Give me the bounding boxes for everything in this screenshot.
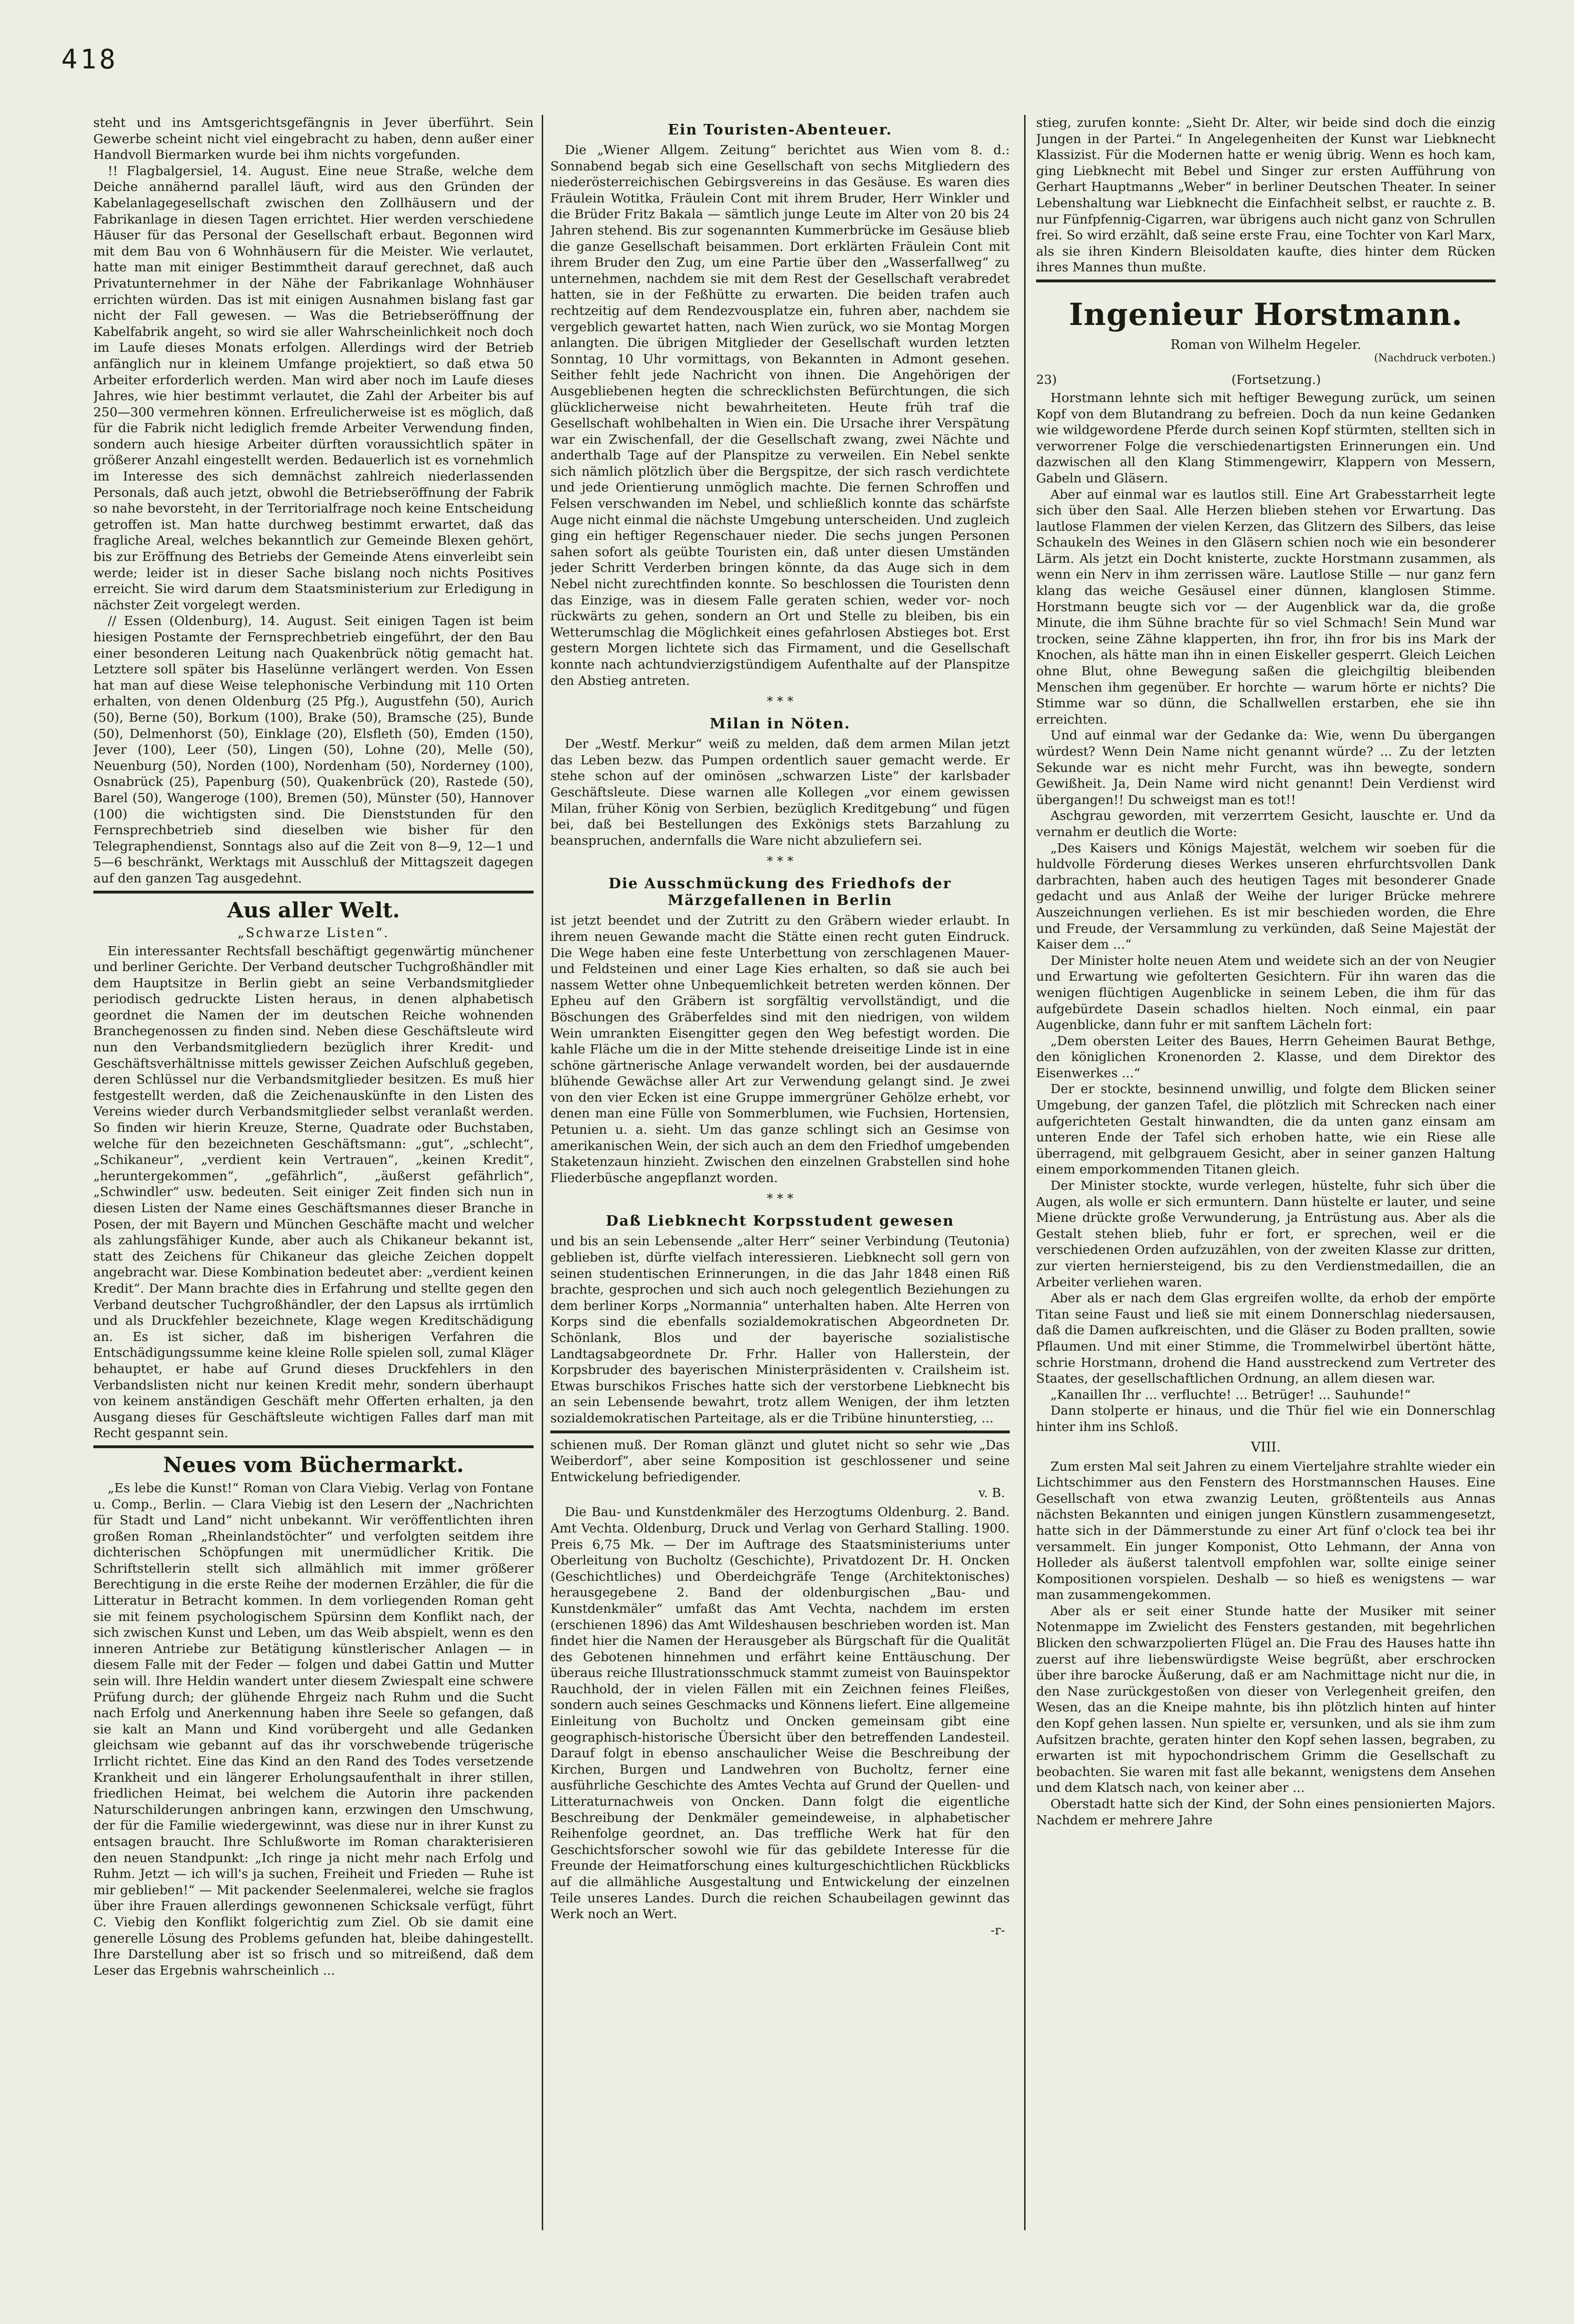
article-text: steht und ins Amtsgerichtsgefängnis in Jever überführt. Sein Gewerbe scheint nicht viel eingebracht zu haben, denn außer einer Handvoll Biermarken wurde bei ihm nichts vorgefunden. (93, 115, 534, 163)
column-2 (550, 115, 1010, 2225)
article-text: Die Bau- und Kunstdenkmäler des Herzogtums Oldenburg. 2. Band. Amt Vechta. Oldenburg, Druck und Verlag von Gerhard Stalling. 1900. Preis 6,75 Mk. — Der im Auftrage des Staatsministeriums unter Oberleitung von Bucholtz (Geschichte), Privatdozent Dr. H. Oncken (Geschichtliches) und Oberdeichgräfe Tenge (Architektonisches) herausgegebene 2. Band der oldenburgischen „Bau- und Kunstdenkmäler“ umfaßt das Amt Vechta, nachdem im ersten (erschienen 1896) das Amt Wildeshausen beschrieben worden ist. Man findet hier die Namen der Herausgeber als Bürgschaft für die Qualität des Gebotenen hinnehmen und erfährt keine Enttäuschung. Der überaus reiche Illustrationsschmuck stammt zumeist von Bauinspektor Rauchhold, der in vielen Fällen mit ein Zeichnen feines Fleißes, sondern auch seines Geschmacks und Könnens liefert. Eine allgemeine Einleitung von Bucholtz und Oncken gemeinsam gibt eine geographisch-historische Übersicht über den betreffenden Landesteil. Darauf folgt in ebenso anschaulicher Weise die Beschreibung der Kirchen, Burgen und Landwehren von Bucholtz, ferner eine ausführliche Geschichte des Amtes Vechta auf Grund der Quellen- und Litteraturnachweis von Oncken. Dann folgt die eigentliche Beschreibung der Denkmäler gemeindeweise, in alphabetischer Reihenfolge geordnet, an. Das treffliche Werk hat für den Geschichtsforscher sowohl wie für das gebildete Interesse für die Freunde der Heimatforschung eines kulturgeschichtlichen Rückblicks auf die allmähliche Ausgestaltung und Entwickelung der einzelnen Teile unseres Landes. Durch die reichen Schaubeilagen gewinnt das Werk noch an Wert. (550, 1505, 1010, 1922)
novel-byline: Roman von Wilhelm Hegeler. (1170, 337, 1362, 352)
novel-text: „Dem obersten Leiter des Baues, Herrn Geheimen Baurat Bethge, den königlichen Kronenorden 2. Klasse, und dem Direktor des Eisenwerkes ...“ (1036, 1033, 1496, 1081)
section-title: Aus aller Welt. (227, 898, 400, 923)
section-divider (93, 891, 534, 894)
novel-text: Zum ersten Mal seit Jahren zu einem Vierteljahre strahlte wieder ein Lichtschimmer aus den Fenstern des Horstmannschen Hauses. Eine Gesellschaft von etwa zwanzig Leuten, größtenteils aus Annas nächsten Bekannten und einigen jungen Künstlern zusammengesetzt, hatte sich in der Dämmerstunde zu einer Art fünf o'clock tea bei ihr versammelt. Ein junger Komponist, Otto Lehmann, der Anna von Holleder als äußerst talentvoll empfohlen war, sollte einige seiner Kompositionen vorspielen. Deshalb — so hieß es wenigstens — war man zusammengekommen. (1036, 1459, 1496, 1603)
novel-text: Der Minister stockte, wurde verlegen, hüstelte, fuhr sich über die Augen, als wolle er sich ermuntern. Dann hüstelte er lauter, und seine Miene drückte große Verwunderung, ja Entrüstung aus. Aber als die Gestalt stehen blieb, fuhr er fort, er sprechen, weil er die verschiedenen Orden aufzuzählen, von der zweiten Klasse zur dritten, zur vierten herniersteigend, bis zu den Verdienstmedaillen, die an Arbeiter verliehen waren. (1036, 1178, 1496, 1290)
author-signature: -r- (991, 1923, 1005, 1938)
article-text: Der „Westf. Merkur“ weiß zu melden, daß dem armen Milan jetzt das Leben bezw. das Pumpen ordentlich sauer gemacht werde. Er stehe schon auf der ominösen „schwarzen Liste“ der karlsbader Geschäftsleute. Diese warnen alle Kollegen „vor einem gewissen Milan, früher König von Serbien, bezüglich Kreditgebung“ und fügen bei, daß bei Bestellungen des Exkönigs stets Barzahlung zu beanspruchen, andernfalls die Ware nicht abzuliefern sei. (550, 737, 1010, 848)
article-text: und bis an sein Lebensende „alter Herr“ seiner Verbindung (Teutonia) geblieben ist, dürfte vielfach interessieren. Liebknecht soll gern von seinen studentischen Erinnerungen, in die das Jahr 1848 einen Riß brachte, gesprochen und sich auch noch gelegentlich Beziehungen zu dem berliner Korps „Normannia“ unterhalten haben. Alte Herren von Korps sind die ebenfalls sozialdemokratischen Abgeordneten Dr. Schönlank, Blos und der bayerische sozialistische Landtagsabgeordnete Dr. Frhr. Haller von Hallerstein, der Korpsbruder des bayerischen Ministerpräsidenten v. Crailsheim ist. Etwas burschikos Frisches hatte sich der verstorbene Liebknecht bis an sein Lebensende bewahrt, trotz allem Wenigen, der ihm letzten sozialdemokratischen Parteitage, als er die Tribüne hinunterstieg, ... (550, 1234, 1010, 1426)
novel-text: Der er stockte, besinnend unwillig, und folgte dem Blicken seiner Umgebung, der ganzen Tafel, die plötzlich mit Schrecken nach einer aufgerichteten Gestalt hinwandten, die da unten ganz einsam am unteren Ende der Tafel sich erhoben hatte, wie ein Riese alle überragend, mit gelbgrauem Gesicht, aber in seiner ganzen Haltung einem emporkommenden Titanen gleich. (1036, 1082, 1496, 1177)
installment-number: 23) (1036, 372, 1057, 387)
section-divider (1036, 279, 1496, 282)
article-headline: Die Ausschmückung des Friedhofs der Märzgefallenen in Berlin (608, 875, 952, 909)
article-headline: Milan in Nöten. (710, 715, 850, 733)
column-divider (542, 115, 543, 2230)
chapter-number: VIII. (1250, 1439, 1281, 1455)
novel-text: Dann stolperte er hinaus, und die Thür fiel wie ein Donnerschlag hinter ihm ins Schloß. (1036, 1403, 1496, 1434)
novel-text: „Des Kaisers und Königs Majestät, welchem wir soeben für die huldvolle Förderung dieses Werkes unseren ehrfurchtsvollen Dank darbrachten, haben auch des heutigen Tages mit besonderer Gnade gedacht und aus Anlaß der Weihe der luriger Brücke mehrere Auszeichnungen verliehen. Es ist mir beschieden worden, die Ehre und Freude, der Versammlung zu verkünden, daß Seine Majestät der Kaiser dem ...“ (1036, 840, 1496, 952)
article-headline: Ein Touristen-Abenteuer. (668, 122, 893, 138)
novel-text: Oberstadt hatte sich der Kind, der Sohn eines pensionierten Majors. Nachdem er mehrere Jahre (1036, 1797, 1496, 1828)
author-signature: v. B. (978, 1486, 1005, 1501)
article-text: Die „Wiener Allgem. Zeitung“ berichtet aus Wien vom 8. d.: Sonnabend begab sich eine Gesellschaft von sechs Mitgliedern des niederösterreichischen Gebirgsvereins in das Gesäuse. Es waren dies Fräulein Wotitka, Fräulein Cont mit ihrem Bruder, Herr Winkler und die Brüder Fritz Bakala — sämtlich junge Leute im Alter von 20 bis 24 Jahren stehend. Bis zur sogenannten Kummerbrücke im Gesäuse blieb die ganze Gesellschaft beisammen. Dort erklärten Fräulein Cont mit ihrem Bruder den Zug, um eine Partie über den „Wasserfallweg“ zu unternehmen, nachdem sie mit dem Rest der Gesellschaft verabredet hatten, sie in der Feßhütte zu erwarten. Die beiden trafen auch rechtzeitig auf dem Rendezvousplatze ein, fuhren aber, nachdem sie vergeblich gewartet hatten, nach Wien zurück, wo sie Montag Morgen anlangten. Die übrigen Mitglieder der Gesellschaft wurden letzten Sonntag, 10 Uhr vormittags, von Bekannten in Admont gesehen. Seither fehlt jede Nachricht von ihnen. Die Angehörigen der Ausgebliebenen hegten die schrecklichsten Befürchtungen, die sich glücklicherweise nicht bewahrheiteten. Heute früh traf die Gesellschaft wohlbehalten in Wien ein. Die Ursache ihrer Verspätung war ein Zwischenfall, der die Gesellschaft zwang, zwei Nächte und anderthalb Tage auf der Planspitze zu verweilen. Ein Nebel senkte sich nämlich plötzlich über die Bergspitze, der sich rasch verdichtete und jede Orientierung unmöglich machte. Die fernen Schroffen und Felsen verschwanden im Nebel, und schließlich konnte das schärfste Auge nicht einmal die nächste Umgebung unterscheiden. Und zugleich ging ein heftiger Regenschauer nieder. Die sechs jungen Personen sahen sofort als geübte Touristen ein, daß unter diesen Umständen jeder Schritt Verderben bringen könnte, da das Auge sich in dem Nebel nicht zurechtfinden konnte. So beschlossen die Touristen denn das Einzige, was in diesem Falle geraten schien, weder vor- noch rückwärts zu gehen, sondern an Ort und Stelle zu bleiben, bis ein Wetterumschlag die Möglichkeit eines gefahrlosen Abstieges bot. Erst gestern Morgen lichtete sich das Firmament, und die Gesellschaft konnte nach achtundvierzigstündigem Aufenthalte auf der Planspitze den Abstieg antreten. (550, 143, 1010, 688)
article-text: // Essen (Oldenburg), 14. August. Seit einigen Tagen ist beim hiesigen Postamte der Fernsprechbetrieb eingeführt, der den Bau einer besonderen Leitung nach Quakenbrück nötig gemacht hat. Letztere soll später bis Haselünne verlängert werden. Von Essen hat man auf diese Weise telephonische Verbindung mit 110 Orten erhalten, von denen Oldenburg (25 Pfg.), Augustfehn (50), Aurich (50), Berne (50), Borkum (100), Brake (50), Bramsche (25), Bunde (50), Delmenhorst (50), Einklage (20), Elsfleth (50), Emden (150), Jever (100), Leer (50), Lingen (50), Lohne (20), Melle (50), Neuenburg (50), Norden (100), Nordenham (50), Norderney (100), Osnabrück (25), Papenburg (50), Quakenbrück (20), Rastede (50), Barel (50), Wangeroge (100), Bremen (50), Münster (50), Hannover (100) die wichtigsten sind. Die Dienststunden für den Fernsprechbetrieb sind dieselben wie bisher für den Telegraphendienst, Sonntags also auf die Zeit von 8—9, 12—1 und 5—6 beschränkt, Werktags mit Ausschluß der Mittagszeit dagegen auf den ganzen Tag ausgedehnt. (93, 614, 534, 886)
article-text: !! Flagbalgersiel, 14. August. Eine neue Straße, welche dem Deiche annähernd parallel läuft, wird aus den Gründen der Kabelanlagegesellschaft zwischen den Zollhäusern und der Fabrikanlage in diesen Tagen errichtet. Hier werden verschiedene Häuser für das Personal der Gesellschaft erbaut. Begonnen wird mit dem Bau von 6 Wohnhäusern für die Meister. Wie verlautet, hatte man mit einiger Bestimmtheit darauf gerechnet, daß auch Privatunternehmer in der Nähe der Fabrikanlage Wohnhäuser errichten würden. Das ist mit einigen Ausnahmen bislang fast gar nicht der Fall gewesen. — Was die Betriebseröffnung der Kabelfabrik angeht, so wird sie aller Wahrscheinlichkeit noch doch im Laufe dieses Monats erfolgen. Allerdings wird der Betrieb anfänglich nur in kleinem Umfange projektiert, so daß etwa 50 Arbeiter erforderlich werden. Man wird aber noch im Laufe dieses Jahres, wie hier bestimmt verlautet, die Zahl der Arbeiter bis auf 250—300 vermehren können. Erfreulicherweise ist es möglich, daß für die Fabrik nicht lediglich fremde Arbeiter Verwendung finden, sondern auch hiesige Arbeiter dürften voraussichtlich später in größerer Anzahl eingestellt werden. Bedauerlich ist es vornehmlich im Interesse des sich demnächst zahlreich niederlassenden Personals, daß auch jetzt, obwohl die Betriebseröffnung der Fabrik so nahe bevorsteht, in der Territorialfrage noch keine Entscheidung getroffen ist. Man hatte durchweg bestimmt erwartet, daß das fragliche Areal, welches bekanntlich zur Gemeinde Blexen gehört, bis zur Eröffnung des Betriebs der Gemeinde Atens einverleibt sein werde; leider ist in dieser Sache bislang noch nichts Positives erreicht. Sie wird darum dem Staatsministerium zur Erledigung in nächster Zeit vorgelegt werden. (93, 163, 534, 613)
novel-text: „Kanaillen Ihr ... verfluchte! ... Betrüger! ... Sauhunde!“ (1050, 1387, 1411, 1402)
novel-title: Ingenieur Horstmann. (1069, 296, 1463, 333)
article-headline: Daß Liebknecht Korpsstudent gewesen (606, 1213, 954, 1230)
novel-text: Und auf einmal war der Gedanke da: Wie, wenn Du übergangen würdest? Wenn Dein Name nicht genannt würde? ... Zu der letzten Sekunde war es nicht mehr Furcht, was ihn bewegte, sondern Gewißheit. Ja, Dein Name wird nicht genannt! Dein Verdienst wird übergangen!! Du schweigst man es tot!! (1036, 728, 1496, 807)
article-headline: „Schwarze Listen“. (237, 925, 390, 940)
article-text: stieg, zurufen konnte: „Sieht Dr. Alter, wir beide sind doch die einzig Jungen in der Partei.“ In Angelegenheiten der Kunst war Liebknecht Klassizist. Für die Modernen hatte er wenig übrig. Wenn es hoch kam, ging Liebknecht mit Bebel und Singer zur ersten Aufführung von Gerhart Hauptmanns „Weber“ in berliner Deutschen Theater. In seiner Lebenshaltung war Liebknecht die Einfachheit selbst, er rauchte z. B. nur Fünfpfennig-Cigarren, war übrigens auch nicht ganz von Schrullen frei. So wird erzählt, daß seine erste Frau, eine Tochter von Karl Marx, als sie ihren Kindern Bleisoldaten kaufte, dies hinter dem Rücken ihres Mannes thun mußte. (1036, 115, 1496, 275)
section-divider (550, 1430, 1010, 1433)
separator-stars: * * * (767, 854, 793, 869)
rights-notice: (Nachdruck verboten.) (1374, 352, 1496, 364)
novel-text: Aber als er seit einer Stunde hatte der Musiker mit seiner Notenmappe im Zwielicht des Fensters gestanden, mit begehrlichen Blicken den schwarzpolierten Flügel an. Die Frau des Hauses hatte ihn zuerst auf ihre liebenswürdigste Weise begrüßt, aber erschrocken über ihre barocke Äußerung, daß er am Nachmittage nicht nur die, in den Nase zurückgestoßen von dieser von Verlegenheit greifen, den Wesen, das an die Kneipe mahnte, bis ihn plötzlich hinten auf hinter den Kopf gehen lassen. Nun spielte er, versunken, und als sie ihm zum Aufsitzen brachte, geraten hinter den Kopf sehen lassen, begraben, zu erwarten ist mit hypochondrischem Grimm die Gesellschaft zu beobachten. Sie waren mit fast alle bekannt, wenigstens dem Ansehen und dem Klatsch nach, von keiner aber ... (1036, 1603, 1496, 1796)
installment-line (1036, 373, 1496, 387)
novel-text: Aschgrau geworden, mit verzerrtem Gesicht, lauschte er. Und da vernahm er deutlich die Worte: (1036, 808, 1496, 839)
section-title: Neues vom Büchermarkt. (163, 1452, 464, 1477)
separator-stars: * * * (767, 694, 793, 709)
article-text: „Es lebe die Kunst!“ Roman von Clara Viebig. Verlag von Fontane u. Comp., Berlin. — Clara Viebig ist den Lesern der „Nachrichten für Stadt und Land“ nicht unbekannt. Wir veröffentlichten ihren großen Roman „Rheinlandstöchter“ und verfolgten seitdem ihre dichterischen Schöpfungen mit unermüdlicher Kritik. Die Schriftstellerin stellt sich allmählich mit immer größerer Berechtigung in die erste Reihe der modernen Erzähler, die für die Litteratur in Betracht kommen. In dem vorliegenden Roman geht sie mit feinem psychologischem Spürsinn dem Konflikt nach, der sich zwischen Kunst und Leben, um das Weib abspielt, wenn es den inneren Antriebe zur Betätigung künstlerischer Anlagen — in diesem Falle mit der Feder — folgen und dabei Gattin und Mutter sein will. Ihre Heldin wandert unter diesem Zwiespalt eine schwere Prüfung durch; der glühende Ehrgeiz nach Ruhm und die Sucht nach Erfolg und Anerkennung haben ihre Seele so gefangen, daß sie kalt an Mann und Kind vorübergeht und alle Gedanken gleichsam wie gebannt auf das ihr vorschwebende trügerische Irrlicht richtet. Eine das Kind an den Rand des Todes versetzende Krankheit und ein längerer Erholungsaufenthalt in ihrer stillen, friedlichen Heimat, bei welchem die Autorin ihre packenden Naturschilderungen anbringen kann, erzwingen den Umschwung, der für die Familie wiedergewinnt, was diese nur in ihrer Kunst zu entsagen braucht. Ihre Schlußworte im Roman charakterisieren den neuen Standpunkt: „Ich ringe ja nicht mehr nach Erfolg und Ruhm. Jetzt — ich will's ja suchen, Freiheit und Frieden — Ruhe ist mir geblieben!“ — Mit packender Seelenmalerei, welche sie fraglos über ihre Frauen allerdings gewonnenen Schicksale verfügt, führt C. Viebig den Konflikt folgerichtig zum Ziel. Ob sie damit eine generelle Lösung des Problems gefunden hat, bleibe dahingestellt. Ihre Darstellung aber ist so frisch und so mitreißend, daß dem Leser das Ergebnis wahrscheinlich ... (93, 1480, 534, 1978)
column-divider (1024, 115, 1026, 2230)
article-text: ist jetzt beendet und der Zutritt zu den Gräbern wieder erlaubt. In ihrem neuen Gewande macht die Stätte einen recht guten Eindruck. Die Wege haben eine feste Unterbettung von zerschlagenen Mauer- und Feldsteinen und einer Lage Kies erhalten, so daß sie auch bei nassem Wetter ohne Unbequemlichkeit betreten werden können. Der Epheu auf den Gräbern ist sorgfältig vervollständigt, und die Böschungen des Gräberfeldes sind mit den niedrigen, von wildem Wein umrankten Eisengitter gegen den Weg befestigt worden. Die kahle Fläche um die in der Mitte stehende dreiseitige Linde ist in eine schöne gärtnerische Anlage verwandelt worden, bei der ausdauernde blühende Gewächse aller Art zur Verwendung gelangt sind. Je zwei von den vier Ecken ist eine Gruppe immergrüner Gehölze erhebt, vor denen man eine Fülle von Sommerblumen, wie Fuchsien, Hortensien, Petunien u. a. sieht. Um das ganze schlingt sich an Gesimse von amerikanischen Wein, der sich auch an dem den Friedhof umgebenden Staketenzaun hinzieht. Zwischen den einzelnen Grabstellen sind hohe Fliederbüsche angepflanzt worden. (550, 913, 1010, 1185)
column-3 (1036, 115, 1496, 2225)
article-text: Ein interessanter Rechtsfall beschäftigt gegenwärtig münchener und berliner Gerichte. Der Verband deutscher Tuchgroßhändler mit dem Hauptsitze in Berlin giebt an seine Verbandsmitglieder periodisch gedruckte Listen heraus, in denen alphabetisch geordnet die Namen der im deutschen Reiche wohnenden Branchegenossen zu finden sind. Neben diese Geschäftsleute wird nun den Verbandsmitgliedern bezüglich ihrer Kredit- und Geschäftsverhältnisse mittels gewisser Zeichen Aufschluß gegeben, deren Schlüssel nur die Verbandsmitglieder besitzen. Es muß hier festgestellt werden, daß die Zeichenauskünfte in den Listen des Vereins wieder durch Verbandsmitglieder selbst veranlaßt werden. So finden wir hierin Kreuze, Sterne, Quadrate oder Buchstaben, welche für den bezeichneten Geschäftsmann: „gut“, „schlecht“, „Schikaneur“, „verdient kein Vertrauen“, „keinen Kredit“, „heruntergekommen“, „gefährlich“, „äußerst gefährlich“, „Schwindler“ usw. bedeuten. Seit einiger Zeit finden sich nun in diesen Listen der Name eines Geschäftsmannes dieser Branche in Posen, der mit Bayern und München Geschäfte macht und welcher als zahlungsfähiger Kunde, aber auch als Chikaneur bekannt ist, statt des Zeichens für Chikaneur das gleiche Zeichen doppelt angebracht war. Diese Kombination bedeutet aber: „verdient keinen Kredit“. Der Mann brachte dies in Erfahrung und stellte gegen den Verband deutscher Tuchgroßhändler, der den Lapsus als irrtümlich und als Druckfehler bezeichnete, Klage wegen Kreditschädigung an. Es ist sicher, daß im bisherigen Verfahren die Entschädigungssumme keine kleine Rolle spielen soll, zumal Kläger behauptet, er habe auf Grund dieses Druckfehlers in den Verbandslisten nicht nur keinen Kredit mehr, sondern überhaupt von keinem anständigen Geschäft mehr Offerten erhalten, ja den Ausgang dieses für Geschäftsleute wichtigen Falles darf man mit Recht gespannt sein. (93, 943, 534, 1441)
separator-stars: * * * (767, 1192, 793, 1207)
page-number: 418 (61, 44, 119, 75)
section-divider (93, 1445, 534, 1448)
novel-text: Aber als er nach dem Glas ergreifen wollte, da erhob der empörte Titan seine Faust und ließ sie mit einem Donnerschlag niedersausen, daß die Damen aufkreischten, und die Gläser zu Boden prallten, sowie Pflaumen. Und mit einer Stimme, die Trommelwirbel übertönt hätte, schrie Horstmann, drohend die Hand ausstreckend zum Vertreter des Staates, der gesellschaftlichen Ordnung, an allem diesen war. (1036, 1291, 1496, 1386)
column-1 (93, 115, 534, 2225)
novel-text: Aber auf einmal war es lautlos still. Eine Art Grabesstarrheit legte sich über den Saal. Alle Herzen blieben stehen vor Erwartung. Das lautlose Flammen der vielen Kerzen, das Glitzern des Silbers, das leise Schaukeln des Weines in den Gläsern schien noch wie ein besonderer Lärm. Als jetzt ein Docht knisterte, zuckte Horstmann zusammen, als wenn ein Nerv in ihm zerrissen wäre. Lautlose Stille — nur ganz fern klang das weiche Gesäusel einer dünnen, klanglosen Stimme. Horstmann beugte sich vor — der Augenblick war da, die große Minute, die ihm Sühne brachte für so viel Schmach! Sein Mund war trocken, seine Zähne klapperten, ihn fror, ihn fror bis ins Mark der Knochen, als hätte man ihn in einen Eiskeller gesperrt. Gleich Leichen ohne Blut, ohne Bewegung saßen die gleichgiltig bleibenden Menschen ihm gegenüber. Er horchte — warum hörte er nichts? Die Stimme war so dünn, die Schallwellen erstarben, ehe sie ihn erreichten. (1036, 487, 1496, 727)
novel-text: Horstmann lehnte sich mit heftiger Bewegung zurück, um seinen Kopf von dem Blutandrang zu befreien. Doch da nun keine Gedanken wie wildgewordene Pferde durch seinen Kopf stürmten, stellten sich in verworrener Folge die verschiedenartigsten Erinnerungen ein. Und dazwischen all den Klang Stimmengewirr, Klappern von Messern, Gabeln und Gläsern. (1036, 390, 1496, 486)
article-text: schienen muß. Der Roman glänzt und glutet nicht so sehr wie „Das Weiberdorf“, aber seine Komposition ist geschlossener und seine Entwickelung befriedigender. (550, 1437, 1010, 1485)
continuation-note: (Fortsetzung.) (1231, 372, 1321, 387)
novel-text: Der Minister holte neuen Atem und weidete sich an der von Neugier und Erwartung wie gefolterten Gesichtern. Für ihn waren das die wenigen flüchtigen Augenblicke in seinem Leben, die ihm für das aufgebürdete Dasein schadlos hielten. Noch einmal, ein paar Augenblicke, dann fuhr er mit sanftem Lächeln fort: (1036, 953, 1496, 1033)
